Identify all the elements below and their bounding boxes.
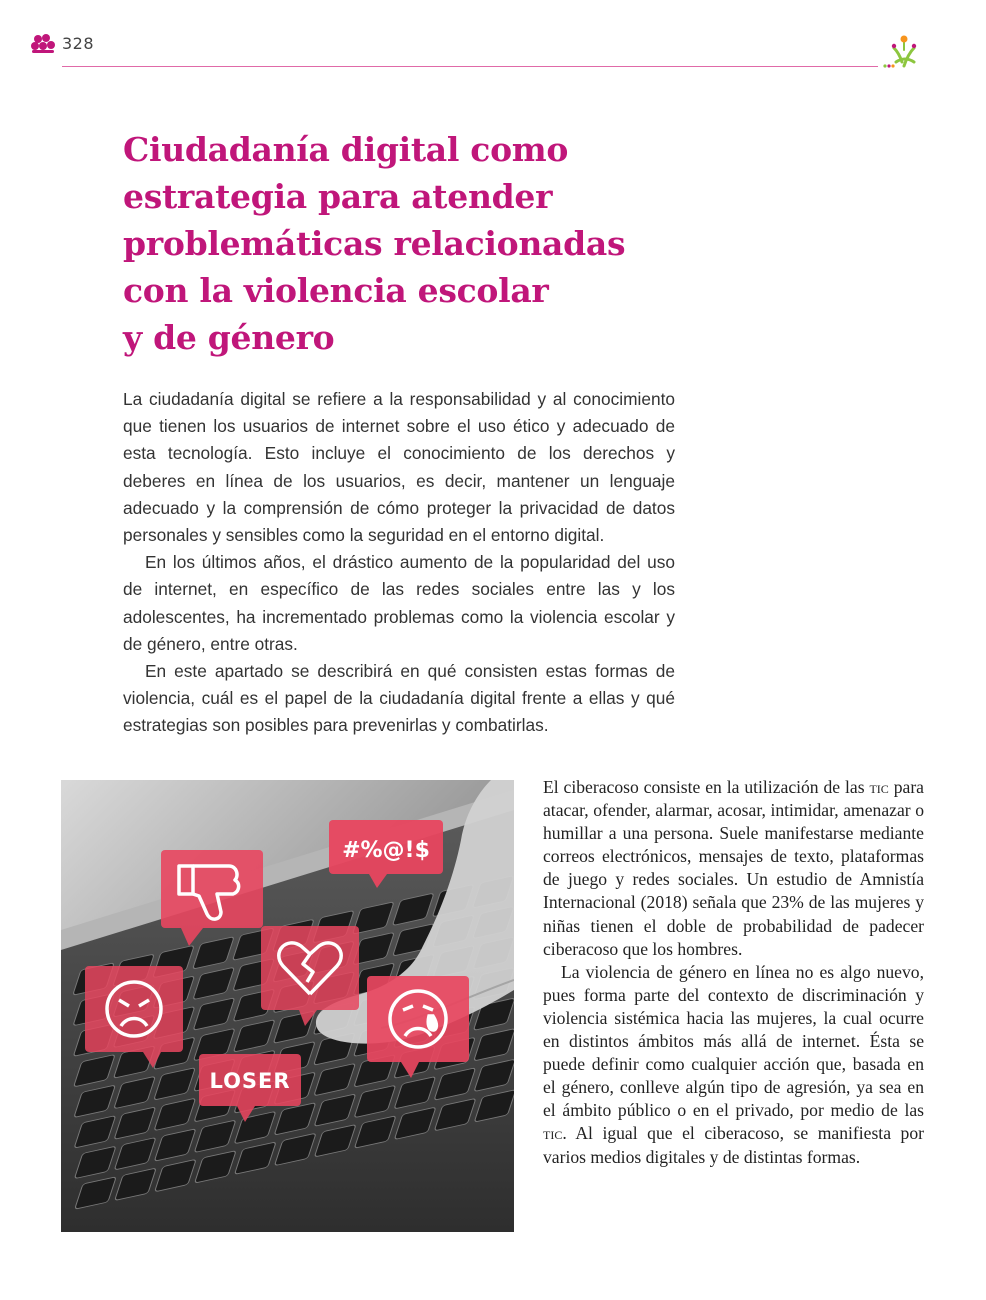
title-line: con la violencia escolar	[123, 271, 549, 310]
intro-paragraph: En los últimos años, el drástico aumento de la popularidad del uso de internet, en específico de las redes sociales entre las y los adolescentes, ha incrementado problemas como la violencia escolar y de género, entre otras.	[123, 552, 675, 654]
text-run: La violencia de género en línea no es algo nuevo, pues forma parte del contexto de discriminación y violencia sistémica hacia las mujeres, la cual ocurre en distintos ámbitos más allá de internet. Ésta se puede definir como cualquier acción que, basada en el género, conlleve algún tipo de agresión, ya sea en el ámbito público o en el privado, por medio de las	[543, 961, 924, 1121]
intro-paragraph: La ciudadanía digital se refiere a la responsabilidad y al conocimiento que tienen los usuarios de internet sobre el uso ético y adecuado de esta tecnología. Esto incluye el conocimiento de los derechos y deberes en línea de los usuarios, es decir, mantener un lenguaje adecuado y la comprensión de cómo proteger la privacidad de datos personales y sensibles como la seguridad en el entorno digital.	[123, 389, 675, 546]
sprout-icon	[884, 32, 924, 72]
page-number: 328	[62, 34, 95, 53]
tic-acronym: tic	[869, 777, 889, 797]
title-line: problemáticas relacionadas	[123, 224, 626, 263]
title-line: estrategia para atender	[123, 177, 553, 216]
title-line: y de género	[123, 318, 335, 357]
tic-acronym: tic	[543, 1123, 563, 1144]
intro-paragraph: En este apartado se describirá en qué consisten estas formas de violencia, cuál es el papel de la ciudadanía digital frente a ellas y qué estrategias son posibles para prevenirlas y combatirlas.	[123, 661, 675, 736]
photo-illustration	[61, 780, 514, 1232]
intro-text	[123, 386, 675, 740]
cyberbullying-photo	[61, 780, 514, 1232]
cyberbullying-paragraph	[543, 776, 924, 961]
text-run: para atacar, ofender, alarmar, acosar, intimidar, amenazar o humillar a una persona. Suele manifestarse mediante correos electrónicos, mensajes de texto, plataformas de juego y redes sociales. Un estudio de Amnistía Internacional (2018) señala que 23% de las mujeres y niñas tienen el doble de probabilidad de padecer ciberacoso que los hombres.	[543, 777, 924, 959]
page-header	[0, 0, 986, 80]
side-text	[543, 776, 924, 1169]
symbols-label: #%@!$	[342, 838, 430, 863]
flower-icon	[30, 33, 56, 55]
section-title	[123, 126, 683, 361]
text-run: El ciberacoso consiste en la utilización de las	[543, 777, 870, 797]
loser-label: LOSER	[209, 1069, 291, 1093]
text-run: . Al igual que el ciberacoso, se manifiesta por varios medios digitales y de distintas formas.	[543, 1123, 924, 1167]
header-rule	[62, 66, 878, 67]
title-line: Ciudadanía digital como	[123, 130, 569, 169]
gender-violence-paragraph	[543, 961, 924, 1169]
